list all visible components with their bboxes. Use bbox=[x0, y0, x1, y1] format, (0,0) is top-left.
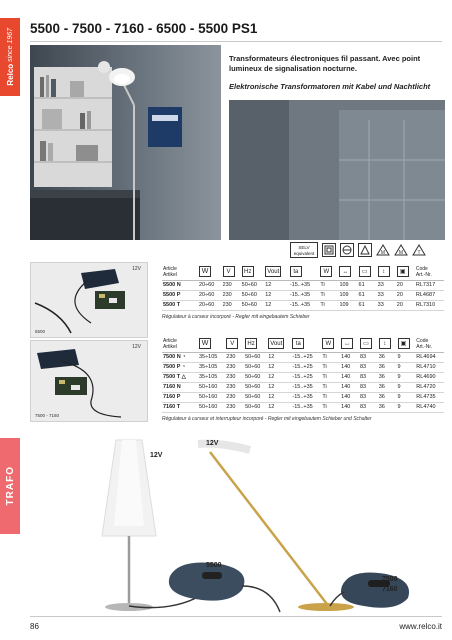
footer-divider bbox=[30, 616, 442, 617]
hz-icon: Hz bbox=[245, 338, 257, 349]
table-note: Régulateur à curseur incorporé - Regler mit eingebautem Schieber bbox=[162, 313, 310, 320]
thumbnail-model: 5500 bbox=[35, 329, 46, 334]
col-watt bbox=[198, 336, 225, 352]
col-ta bbox=[289, 264, 320, 280]
col-article: Article Artikel bbox=[162, 264, 198, 280]
product-photo bbox=[30, 436, 444, 614]
col-hz bbox=[241, 264, 265, 280]
photo-label-voltage-a: 12V bbox=[206, 440, 219, 447]
switch-icon: ◔ bbox=[181, 364, 186, 370]
table-row: 7160 P 50÷160 230 50÷60 12 -15..+35 Ti 140 83 36 9 RL4735 bbox=[162, 392, 444, 402]
section-tab-label: TRAFO bbox=[4, 466, 16, 506]
length-icon: ↔ bbox=[339, 266, 351, 277]
col-width bbox=[358, 264, 377, 280]
package-icon: ▣ bbox=[397, 266, 409, 277]
volt-icon: V bbox=[226, 338, 238, 349]
m-mark-icon bbox=[376, 243, 390, 257]
tw-icon: W bbox=[320, 266, 332, 277]
certification-marks bbox=[290, 242, 426, 258]
title-divider bbox=[30, 41, 442, 42]
table-header-row bbox=[162, 264, 444, 280]
table-row: 5500 N 20÷60 230 50÷60 12 -15..+35 Ti 109 61 33 20 RL7317 bbox=[162, 280, 444, 290]
table-row: 7160 N 50÷160 230 50÷60 12 -15..+35 Ti 140 83 36 9 RL4720 bbox=[162, 382, 444, 392]
col-article: Article Artikel bbox=[162, 336, 198, 352]
spec-table-5500 bbox=[162, 264, 444, 320]
col-vout bbox=[264, 264, 289, 280]
brand-name: Relco bbox=[5, 64, 15, 86]
section-tab-trafo[interactable] bbox=[0, 438, 20, 534]
table-row: 7500 P ◔ 35÷105 230 50÷60 12 -15..+25 Ti 140 83 36 9 RL4710 bbox=[162, 362, 444, 372]
col-watt bbox=[198, 264, 222, 280]
svg-text:M: M bbox=[398, 250, 404, 256]
photo-label-voltage-b: 12V bbox=[150, 452, 163, 459]
spec-table-7500-7160 bbox=[162, 336, 444, 422]
table-row: 7500 N ◔ 35÷105 230 50÷60 12 -15..+25 Ti 140 83 36 9 RL4694 bbox=[162, 352, 444, 362]
watt-icon: W bbox=[199, 266, 211, 277]
photo-label-5500: 5500 bbox=[206, 562, 222, 569]
hz-icon: Hz bbox=[242, 266, 254, 277]
height-icon: ↕ bbox=[378, 266, 390, 277]
width-icon: ▭ bbox=[360, 338, 372, 349]
table-row: 7500 T △ 35÷105 230 50÷60 12 -15..+25 Ti 140 83 36 9 RL4690 bbox=[162, 372, 444, 382]
col-code: Code Art.-Nr. bbox=[415, 264, 444, 280]
col-width bbox=[359, 336, 378, 352]
length-icon: ↔ bbox=[341, 338, 353, 349]
brand-tab bbox=[0, 18, 20, 96]
switch-icon: ◔ bbox=[182, 354, 186, 360]
width-icon: ▭ bbox=[359, 266, 371, 277]
package-icon: ▣ bbox=[398, 338, 410, 349]
short-circuit-icon bbox=[340, 243, 354, 257]
table-header-row bbox=[162, 336, 444, 352]
tw-icon: W bbox=[322, 338, 334, 349]
wall-photo bbox=[229, 100, 445, 240]
table-row: 5500 P 20÷60 230 50÷60 12 -15..+35 Ti 109 61 33 20 RL4687 bbox=[162, 290, 444, 300]
overload-icon bbox=[358, 243, 372, 257]
col-vout bbox=[267, 336, 291, 352]
table-note: Régulateur à curseur et interrupteur incorporé - Regler mit eingebautem Schieber und Schalter bbox=[162, 415, 372, 422]
vout-icon: Vout bbox=[268, 338, 284, 349]
col-height bbox=[377, 264, 396, 280]
col-tw bbox=[321, 336, 340, 352]
switch-icon: △ bbox=[181, 374, 186, 380]
left-strip bbox=[0, 0, 24, 640]
double-insulation-icon bbox=[322, 243, 336, 257]
photo-label-7160: 7160 bbox=[382, 586, 398, 593]
col-pack bbox=[396, 264, 415, 280]
website-link[interactable]: www.relco.it bbox=[399, 622, 442, 631]
svg-text:M: M bbox=[380, 250, 386, 256]
col-height bbox=[378, 336, 397, 352]
col-volt bbox=[225, 336, 244, 352]
volt-icon: V bbox=[223, 266, 235, 277]
col-length bbox=[338, 264, 357, 280]
product-description bbox=[229, 54, 445, 92]
thumbnail-voltage: 12V bbox=[132, 266, 141, 272]
thermal-mark-icon bbox=[412, 243, 426, 257]
photo-label-7500: 7500 bbox=[382, 576, 398, 583]
ta-icon: ta bbox=[290, 266, 302, 277]
height-icon: ↕ bbox=[379, 338, 391, 349]
table-row: 5500 T 20÷60 230 50÷60 12 -15..+35 Ti 109 61 33 20 RL7310 bbox=[162, 300, 444, 310]
col-ta bbox=[291, 336, 321, 352]
mm-mark-icon bbox=[394, 243, 408, 257]
table-row: 7160 T 50÷160 230 50÷60 12 -15..+35 Ti 140 83 36 9 RL4740 bbox=[162, 402, 444, 412]
product-thumbnail-7500-7160 bbox=[30, 340, 148, 422]
thumbnail-model: 7500 - 7160 bbox=[35, 413, 60, 418]
table-body bbox=[162, 280, 444, 310]
col-volt bbox=[222, 264, 241, 280]
description-de: Elektronische Transformatoren mit Kabel und Nachtlicht bbox=[229, 82, 431, 91]
room-photo bbox=[30, 45, 221, 240]
table-body bbox=[162, 352, 444, 412]
svg-text:T: T bbox=[417, 250, 421, 256]
col-length bbox=[340, 336, 359, 352]
col-tw bbox=[319, 264, 338, 280]
page-number: 86 bbox=[30, 622, 39, 631]
thumbnail-voltage: 12V bbox=[132, 344, 141, 350]
vout-icon: Vout bbox=[265, 266, 281, 277]
col-hz bbox=[244, 336, 267, 352]
watt-icon: W bbox=[199, 338, 211, 349]
selv-mark: SELV equivalent bbox=[290, 242, 318, 258]
col-code: Code Art.-Nr. bbox=[415, 336, 444, 352]
col-pack bbox=[397, 336, 416, 352]
brand-since: since 1967 bbox=[6, 28, 14, 63]
ta-icon: ta bbox=[292, 338, 304, 349]
page-title: 5500 - 7500 - 7160 - 6500 - 5500 PS1 bbox=[30, 21, 258, 36]
product-thumbnail-5500 bbox=[30, 262, 148, 338]
description-fr: Transformateurs électroniques fil passant. Avec point lumineux de signalisation nocturne. bbox=[229, 54, 421, 73]
